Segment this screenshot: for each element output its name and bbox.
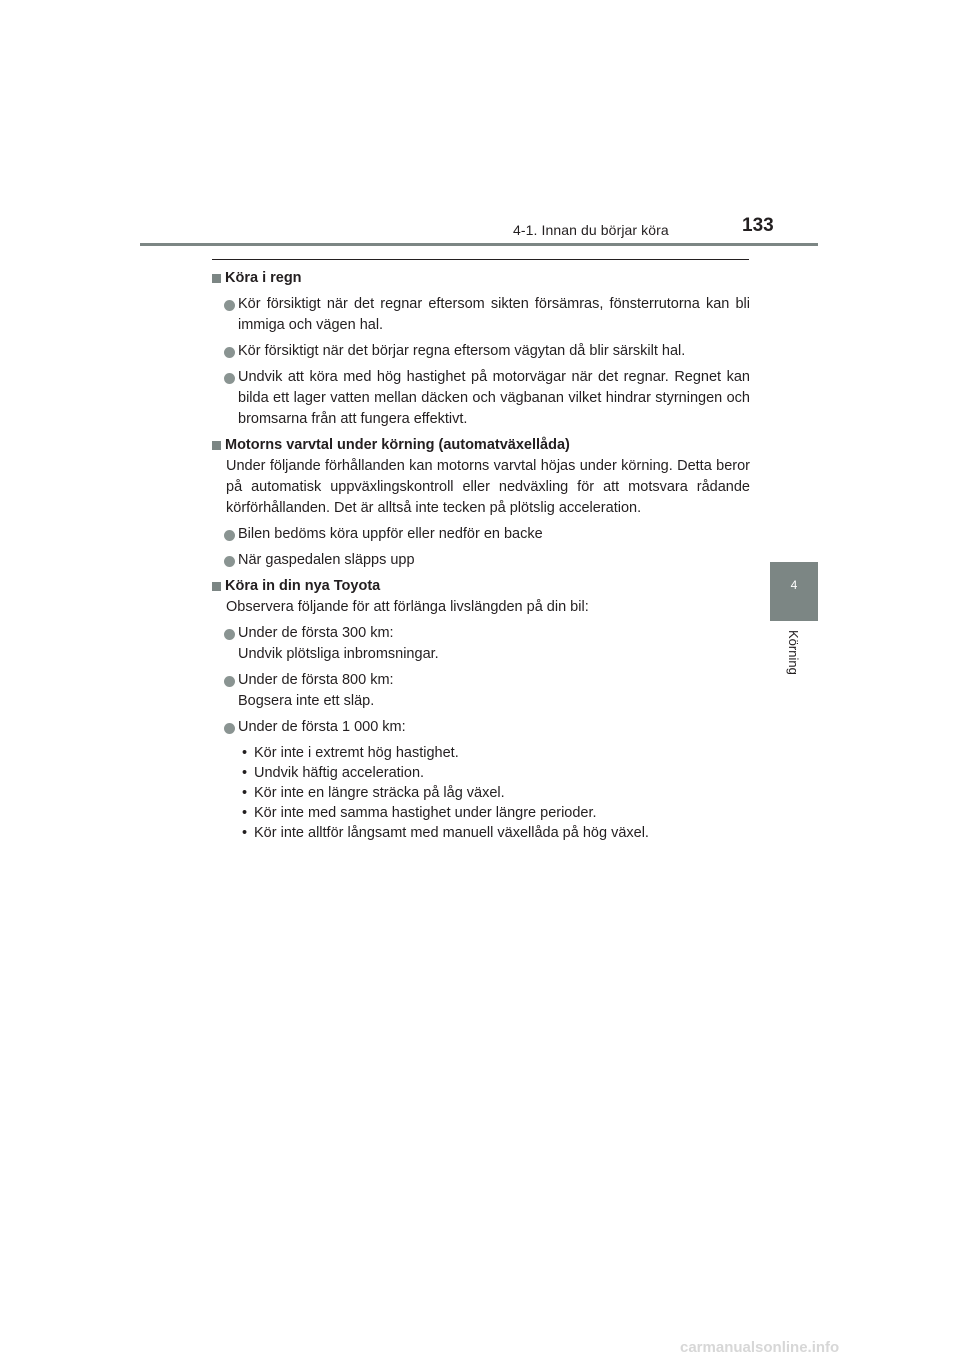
circle-bullet-icon [224, 556, 235, 567]
page-number: 133 [742, 215, 774, 236]
sub-item-text: Kör inte alltför långsamt med manuell växellåda på hög växel. [254, 825, 649, 841]
content-divider [212, 259, 749, 260]
circle-bullet-icon [224, 300, 235, 311]
circle-bullet-icon [224, 676, 235, 687]
chapter-number: 4 [790, 578, 798, 592]
bullet-dot-icon: • [242, 785, 248, 801]
square-bullet-icon [212, 582, 221, 591]
list-item [212, 341, 750, 362]
chapter-label-text: Körning [786, 630, 801, 675]
paragraph: Observera följande för att förlänga livslängden på din bil: [226, 599, 589, 615]
chapter-tab[interactable] [770, 562, 818, 621]
list-item [212, 623, 750, 665]
main-content [212, 268, 750, 843]
sub-item-text: Undvik häftig acceleration. [254, 765, 425, 781]
circle-bullet-icon [224, 530, 235, 541]
sub-list-item [242, 803, 750, 823]
list-item [212, 550, 750, 571]
heading-text: Köra i regn [225, 270, 302, 286]
section-heading-break-in [212, 576, 750, 597]
header-divider [140, 243, 818, 246]
square-bullet-icon [212, 274, 221, 283]
sub-list-item [242, 783, 750, 803]
list-item [212, 294, 750, 336]
bullet-dot-icon: • [242, 825, 248, 841]
circle-bullet-icon [224, 723, 235, 734]
item-text: Bogsera inte ett släp. [238, 693, 375, 709]
chapter-label [786, 630, 802, 700]
item-heading: Under de första 300 km: [238, 625, 394, 641]
sub-list-item [242, 823, 750, 843]
heading-text: Köra in din nya Toyota [225, 578, 381, 594]
square-bullet-icon [212, 441, 221, 450]
item-heading: Under de första 1 000 km: [238, 719, 406, 735]
list-item [212, 670, 750, 712]
sub-item-text: Kör inte en längre sträcka på låg växel. [254, 785, 505, 801]
paragraph: Under följande förhållanden kan motorns varvtal höjas under körning. Detta beror på automatisk uppväxlingskontroll eller nedväxling för att motsvara rådande körförhållanden. Det är alltså inte tecken på plötslig acceleration. [226, 458, 750, 516]
sub-list-item [242, 743, 750, 763]
list-item [212, 524, 750, 545]
heading-text: Motorns varvtal under körning (automatväxellåda) [225, 437, 570, 453]
bullet-dot-icon: • [242, 745, 248, 761]
list-item [212, 367, 750, 430]
circle-bullet-icon [224, 347, 235, 358]
section-heading-rain [212, 268, 750, 289]
sub-list [212, 743, 750, 843]
section-heading-engine-speed [212, 435, 750, 456]
bullet-dot-icon: • [242, 765, 248, 781]
sub-item-text: Kör inte med samma hastighet under längre perioder. [254, 805, 597, 821]
bullet-dot-icon: • [242, 805, 248, 821]
item-text: Undvik att köra med hög hastighet på motorvägar när det regnar. Regnet kan bilda ett lager vatten mellan däcken och vägbanan vilket hindrar styrningen och bromsarna från att fungera effektivt. [238, 369, 750, 427]
item-text: Kör försiktigt när det börjar regna eftersom vägytan då blir särskilt hal. [238, 343, 686, 359]
item-text: När gaspedalen släpps upp [238, 552, 415, 568]
item-heading: Under de första 800 km: [238, 672, 394, 688]
sub-list-item [242, 763, 750, 783]
sub-item-text: Kör inte i extremt hög hastighet. [254, 745, 459, 761]
item-text: Kör försiktigt när det regnar eftersom sikten försämras, fönsterrutorna kan bli immiga och vägen hal. [238, 296, 750, 333]
item-text: Bilen bedöms köra uppför eller nedför en backe [238, 526, 543, 542]
circle-bullet-icon [224, 629, 235, 640]
circle-bullet-icon [224, 373, 235, 384]
section-title: 4-1. Innan du börjar köra [513, 222, 669, 238]
watermark: carmanualsonline.info [680, 1339, 840, 1356]
item-text: Undvik plötsliga inbromsningar. [238, 646, 439, 662]
list-item [212, 717, 750, 738]
